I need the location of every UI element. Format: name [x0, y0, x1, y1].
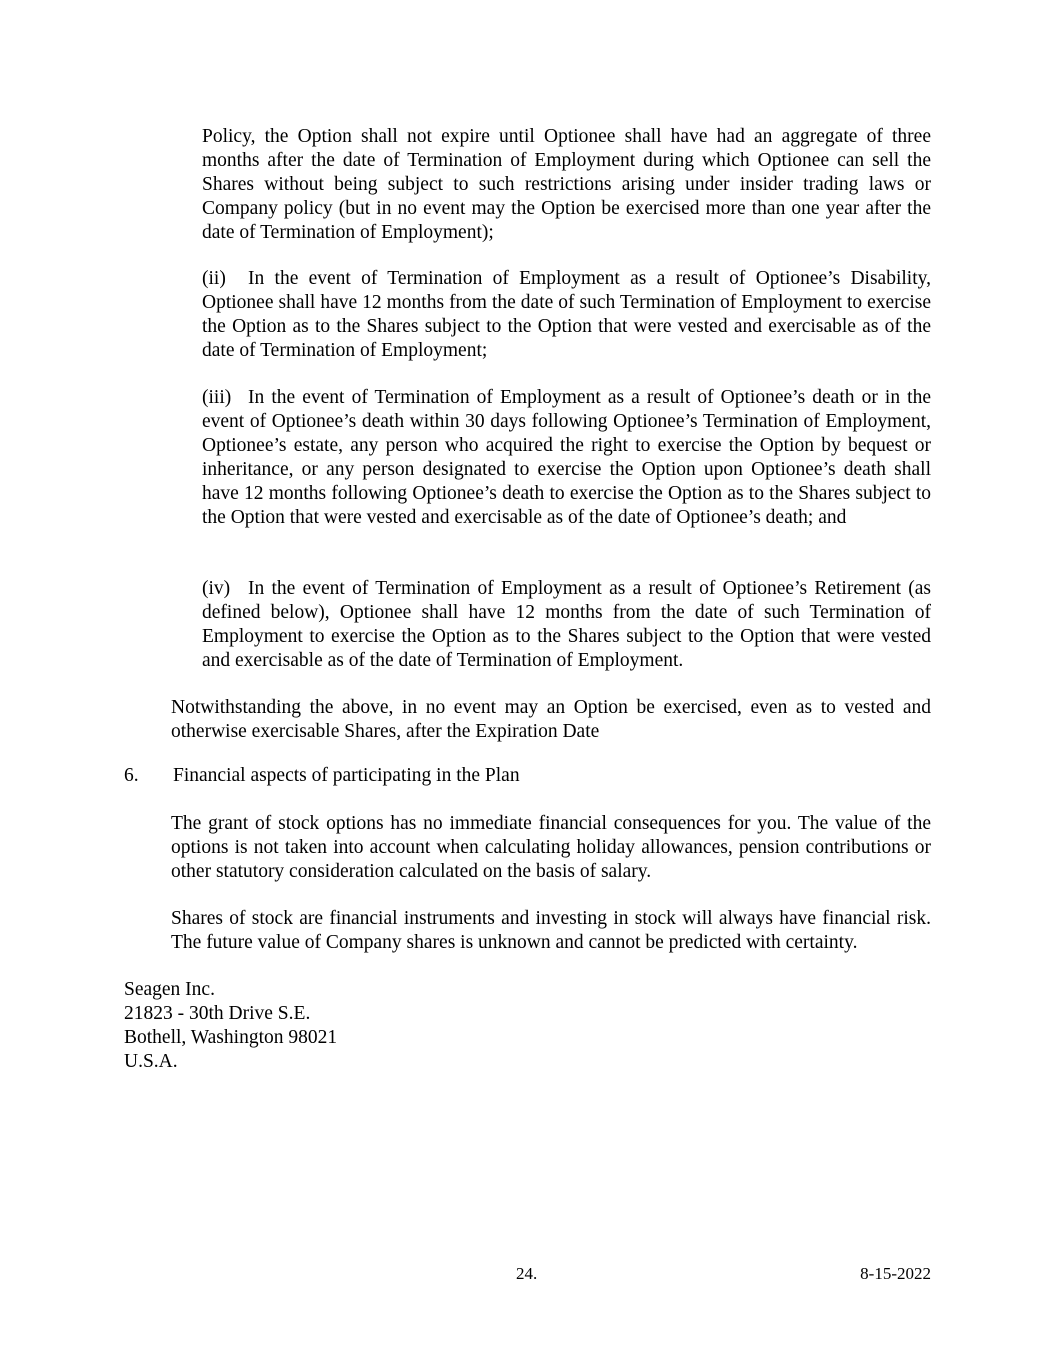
address-city: Bothell, Washington 98021 — [124, 1027, 338, 1048]
item-iv-text: In the event of Termination of Employment as a result of Optionee’s Retirement (as defined below), Optionee shall have 12 months from the date of such Termination of Employment to exercise the Option as to the Shares subject to the Option that were vested and exercisable as of the date of Termination of Employment. — [202, 578, 931, 671]
company-address — [124, 978, 337, 1074]
item-ii-label: (ii) — [202, 268, 226, 289]
paragraph-financial-consequences: The grant of stock options has no immediate financial consequences for you. The value of the options is not taken into account when calculating holiday allowances, pension contributions or other statutory consideration calculated on the basis of salary. — [171, 813, 931, 882]
paragraph-item-iii — [202, 386, 931, 530]
paragraph-item-ii — [202, 267, 931, 363]
paragraph-item-iv — [202, 577, 931, 673]
address-street: 21823 - 30th Drive S.E. — [124, 1003, 311, 1024]
item-ii-text: In the event of Termination of Employment as a result of Optionee’s Disability, Optionee shall have 12 months from the date of such Termination of Employment to exercise the Option as to the Shares subject to the Option that were vested and exercisable as of the date of Termination of Employment; — [202, 268, 931, 361]
paragraph-notwithstanding: Notwithstanding the above, in no event may an Option be exercised, even as to vested and otherwise exercisable Shares, after the Expiration Date — [171, 697, 931, 742]
address-company: Seagen Inc. — [124, 979, 215, 1000]
address-country: U.S.A. — [124, 1051, 178, 1072]
item-iv-label: (iv) — [202, 578, 231, 599]
section-6-heading — [124, 764, 520, 788]
paragraph-financial-risk: Shares of stock are financial instruments and investing in stock will always have financial risk. The future value of Company shares is unknown and cannot be predicted with certainty. — [171, 908, 931, 953]
footer-date: 8-15-2022 — [860, 1264, 931, 1283]
item-iii-label: (iii) — [202, 387, 232, 408]
paragraph-continuation: Policy, the Option shall not expire until Optionee shall have had an aggregate of three months after the date of Termination of Employment during which Optionee can sell the Shares without being subject to such restrictions arising under insider trading laws or Company policy (but in no event may the Option be exercised more than one year after the date of Termination of Employment); — [202, 126, 931, 243]
page-number: 24. — [516, 1264, 538, 1283]
section-title: Financial aspects of participating in the Plan — [173, 765, 520, 786]
item-iii-text: In the event of Termination of Employment as a result of Optionee’s death or in the event of Optionee’s death within 30 days following Optionee’s Termination of Employment, Optionee’s estate, any person who acquired the right to exercise the Option by bequest or inheritance, or any person designated to exercise the Option upon Optionee’s death shall have 12 months following Optionee’s death to exercise the Option as to the Shares subject to the Option that were vested and exercisable as of the date of Optionee’s death; and — [202, 387, 931, 528]
section-number: 6. — [124, 765, 139, 786]
